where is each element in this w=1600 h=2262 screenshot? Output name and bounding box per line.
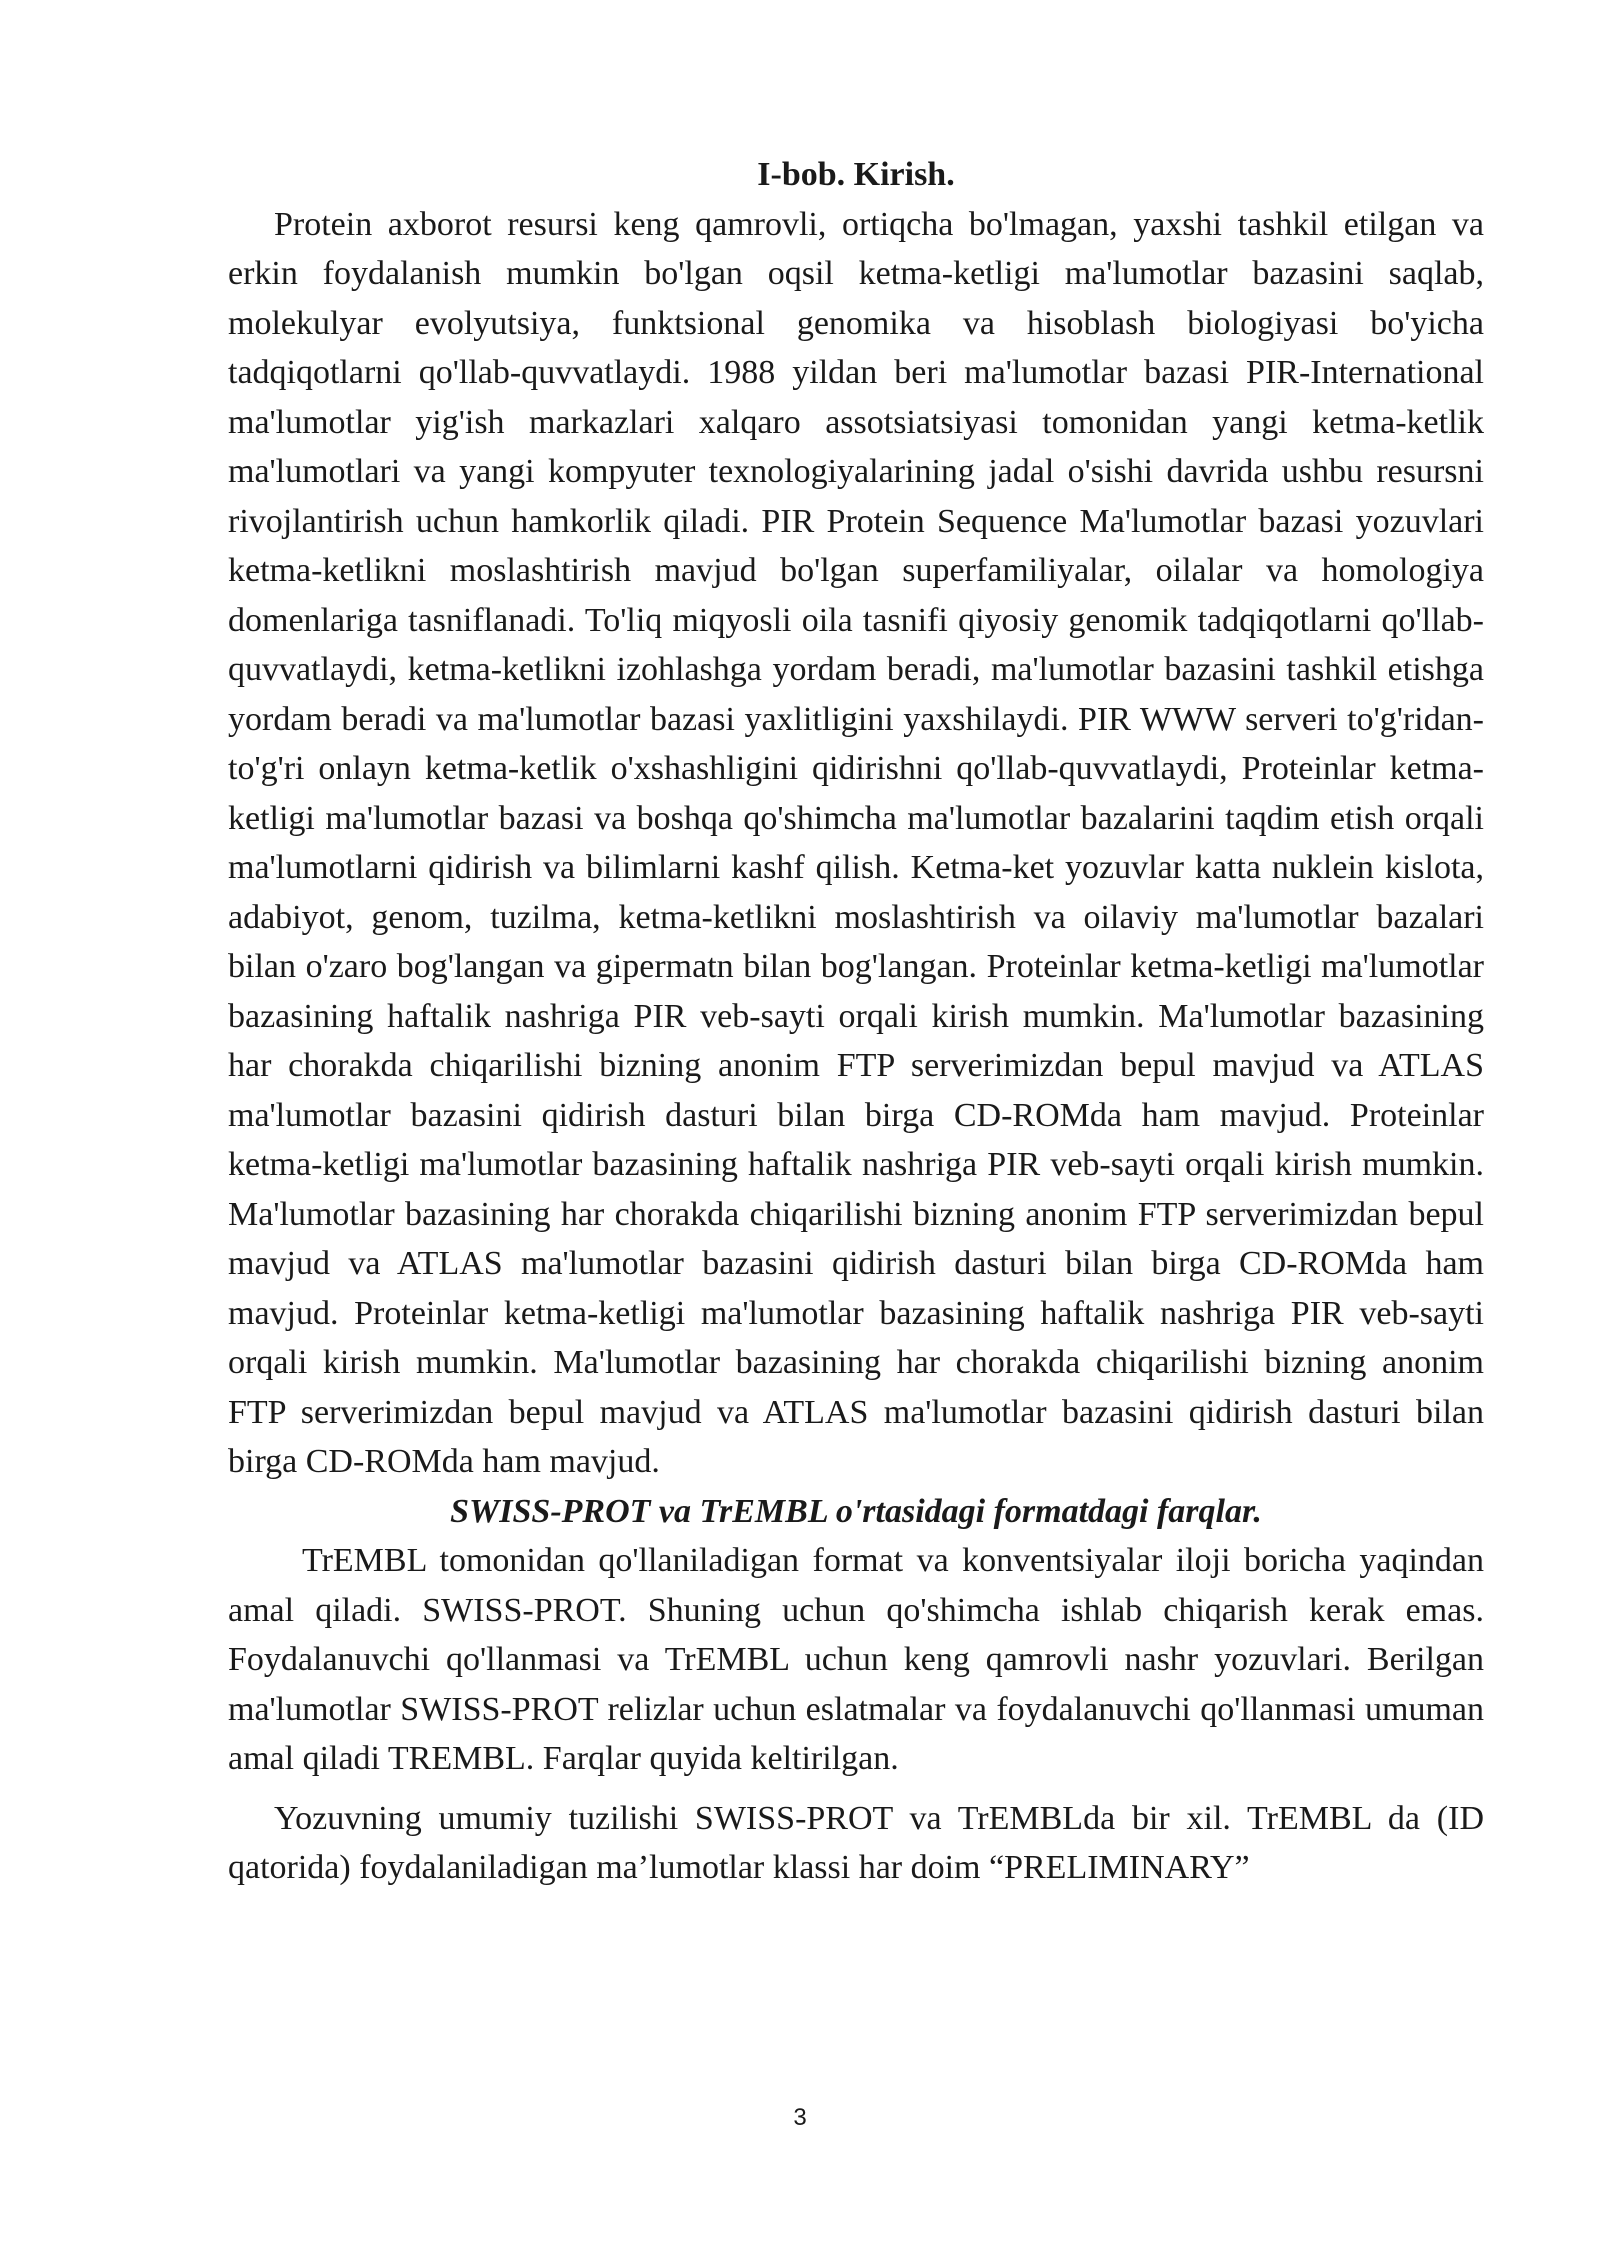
chapter-title: I-bob. Kirish. (757, 156, 955, 193)
document-page (228, 150, 1484, 1893)
section-title: SWISS-PROT va TrEMBL o'rtasidagi formatdagi farqlar. (450, 1492, 1262, 1530)
intro-paragraph: Protein axborot resursi keng qamrovli, ortiqcha bo'lmagan, yaxshi tashkil etilgan va erkin foydalanish mumkin bo'lgan oqsil ketma-ketligi ma'lumotlar bazasini saqlab, molekulyar evolyutsiya, funktsional genomika va hisoblash biologiyasi bo'yicha tadqiqotlarni qo'llab-quvvatlaydi. 1988 yildan beri ma'lumotlar bazasi PIR-International ma'lumotlar yig'ish markazlari xalqaro assotsiatsiyasi tomonidan yangi ketma-ketlik ma'lumotlari va yangi kompyuter texnologiyalarining jadal o'sishi davrida ushbu resursni rivojlantirish uchun hamkorlik qiladi. PIR Protein Sequence Ma'lumotlar bazasi yozuvlari ketma-ketlikni moslashtirish mavjud bo'lgan superfamiliyalar, oilalar va homologiya domenlariga tasniflanadi. To'liq miqyosli oila tasnifi qiyosiy genomik tadqiqotlarni qo'llab-quvvatlaydi, ketma-ketlikni izohlashga yordam beradi, ma'lumotlar bazasini tashkil etishga yordam beradi va ma'lumotlar bazasi yaxlitligini yaxshilaydi. PIR WWW serveri to'g'ridan-to'g'ri onlayn ketma-ketlik o'xshashligini qidirishni qo'llab-quvvatlaydi, Proteinlar ketma-ketligi ma'lumotlar bazasi va boshqa qo'shimcha ma'lumotlar bazalarini taqdim etish orqali ma'lumotlarni qidirish va bilimlarni kashf qilish. Ketma-ket yozuvlar katta nuklein kislota, adabiyot, genom, tuzilma, ketma-ketlikni moslashtirish va oilaviy ma'lumotlar bazalari bilan o'zaro bog'langan va gipermatn bilan bog'langan. Proteinlar ketma-ketligi ma'lumotlar bazasining haftalik nashriga PIR veb-sayti orqali kirish mumkin. Ma'lumotlar bazasining har chorakda chiqarilishi bizning anonim FTP serverimizdan bepul mavjud va ATLAS ma'lumotlar bazasini qidirish dasturi bilan birga CD-ROMda ham mavjud. Proteinlar ketma-ketligi ma'lumotlar bazasining haftalik nashriga PIR veb-sayti orqali kirish mumkin. Ma'lumotlar bazasining har chorakda chiqarilishi bizning anonim FTP serverimizdan bepul mavjud va ATLAS ma'lumotlar bazasini qidirish dasturi bilan birga CD-ROMda ham mavjud. Proteinlar ketma-ketligi ma'lumotlar bazasining haftalik nashriga PIR veb-sayti orqali kirish mumkin. Ma'lumotlar bazasining har chorakda chiqarilishi bizning anonim FTP serverimizdan bepul mavjud va ATLAS ma'lumotlar bazasini qidirish dasturi bilan birga CD-ROMda ham mavjud. (228, 205, 1484, 1480)
section-paragraph-1: TrEMBL tomonidan qo'llaniladigan format va konventsiyalar iloji boricha yaqindan amal qiladi. SWISS-PROT. Shuning uchun qo'shimcha ishlab chiqarish kerak emas. Foydalanuvchi qo'llanmasi va TrEMBL uchun keng qamrovli nashr yozuvlari. Berilgan ma'lumotlar SWISS-PROT relizlar uchun eslatmalar va foydalanuvchi qo'llanmasi umuman amal qiladi TREMBL. Farqlar quyida keltirilgan. (228, 1542, 1484, 1777)
page-number: 3 (793, 2104, 807, 2131)
section-paragraph-2: Yozuvning umumiy tuzilishi SWISS-PROT va TrEMBLda bir xil. TrEMBL da (ID qatorida) foydalaniladigan ma’lumotlar klassi har doim “PRELIMINARY” (228, 1799, 1484, 1886)
